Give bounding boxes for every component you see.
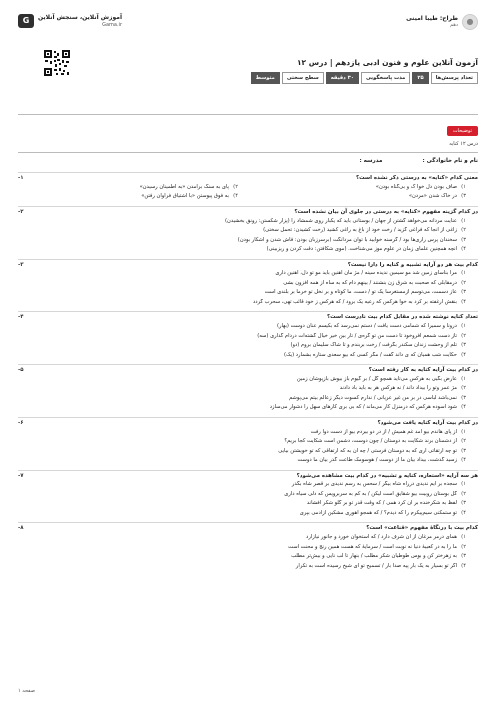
option-number: ۲) — [461, 543, 466, 550]
answer-option[interactable] — [18, 218, 466, 228]
answer-option[interactable] — [18, 553, 466, 563]
answer-option[interactable] — [18, 193, 238, 203]
option-text: به فوق پیوستن «با اشتیاق فراوان رفتن» — [141, 193, 229, 200]
option-text: آنچه همچنین علمای زمان در علوم موز می‌شناخت. (موی شکافتن: دقت کردن و ریزبینی) — [266, 246, 457, 252]
question-text: کدام بیت هر دو آرایه تشبیه و کنایه را دارا نیست؟ — [347, 261, 478, 268]
option-number: ۳) — [461, 553, 466, 559]
student-info-row — [18, 158, 478, 165]
question-text: در کدام بیت آرایه کنایه یافت می‌شود؟ — [377, 419, 478, 426]
option-text: به زهرختر کن و بوس طوطیان شکر مطلب / بنهار تا لب نایی و بیش‌تر مطلب — [291, 553, 457, 559]
option-number: ۱) — [461, 428, 466, 435]
option-text: مرا بناسای زمین شد مو سیمین ندیده سینه / مژ مان آهنین باید مو تو دل، آهنین داری — [275, 270, 457, 277]
question-stem — [18, 420, 478, 427]
author-block — [406, 14, 478, 30]
option-text: عنایت مردانه می‌خواهد گشتن از جهان / بوستانی باید که یکبار روی شمشاد را (پزار شکستن: رونق بخشیدن) — [225, 217, 457, 224]
option-list — [18, 429, 478, 467]
answer-option[interactable] — [18, 323, 466, 333]
option-list — [18, 323, 478, 361]
option-number: ۳) — [461, 193, 466, 200]
option-text: عاز دسمت، می‌توسم ازمستغرسا یک تو / دست، ما کوتاه و بر نخل تو خرما بر بلندی است — [264, 289, 457, 296]
page-number: صفحه ۱ — [18, 688, 35, 694]
question-item — [18, 364, 478, 417]
option-text: عارض بگیی به هرکس می‌تاید همچو گل / بر گیوم باز بیوش بازپوشان زمین — [296, 375, 457, 382]
question-stem — [18, 525, 478, 532]
exam-header — [18, 14, 478, 81]
question-item — [18, 259, 478, 312]
answer-option[interactable] — [18, 342, 466, 352]
option-number: ۳) — [461, 447, 466, 454]
option-number: ۴) — [461, 246, 466, 252]
option-text: درونا و سمیرا که شمامی دست یافت / دستم نمی‌رسد که بکیسم عنان دوست (بهار) — [276, 323, 457, 329]
answer-option[interactable] — [246, 184, 466, 194]
question-item — [18, 206, 478, 259]
school-label: مدرسه : — [359, 158, 383, 164]
question-stem — [18, 473, 478, 480]
option-text: تلم از وحشت زندان سکندر بگرفت / رخت بربندم و تا شاک سلیمان بروم (دو) — [290, 342, 457, 348]
meta-label-questions: تعداد پرسش‌ها — [431, 72, 478, 84]
option-number: ۴) — [461, 298, 466, 305]
header-divider — [18, 114, 478, 115]
question-list — [18, 172, 478, 575]
answer-option[interactable] — [18, 385, 466, 395]
question-item — [18, 417, 478, 470]
option-text: در خاک شدن «مردن» — [408, 193, 457, 200]
author-name: طراح: طیبا امینی — [406, 15, 458, 23]
option-number: ۴) — [461, 457, 466, 463]
option-text: مژ عمر وتو را بیداد داند / نه هرکس هر به باید باد دادند — [339, 385, 457, 392]
question-number: ۶- — [18, 419, 24, 426]
question-item — [18, 470, 478, 523]
student-name-label: نام و نام خانوادگی : — [422, 158, 478, 164]
question-number: ۷- — [18, 472, 24, 479]
meta-label-duration: مدت پاسخگویی — [361, 72, 410, 84]
option-text: همای درمر مرغان از آن شرف دارد / که استخوان خورد و جانور نیازارد — [306, 534, 457, 540]
option-text: زسید گذشت، بیداد بیان ما از دوست / هوسومک طاعت گذر بیان ما دوست — [297, 457, 457, 463]
option-number: ۴) — [461, 351, 466, 358]
option-number: ۲) — [461, 385, 466, 392]
option-list — [18, 376, 478, 414]
brand-title: آموزش آنلاین، سنجش آنلاین — [38, 14, 123, 22]
option-text: گل بوستان روبیت بیو شقایق است لیکن / به کم به سربرویس که دلی سیاه داری — [284, 490, 457, 497]
answer-option[interactable] — [18, 563, 466, 573]
option-text: سخندان پرس راری‌ها بود / گرسنه خوابید با توان مردانگت (برسرزبان بودن: فاش شدن و آشکار بودن) — [237, 236, 457, 243]
answer-option[interactable] — [18, 376, 466, 386]
answer-option[interactable] — [18, 280, 466, 290]
question-number: ۵- — [18, 367, 24, 373]
option-text: تاز دست شمعم افروخوذ تا دست من تو گره‌ی / تار بین خیر خیال گشته‌ات دردام گذاری (سه) — [257, 332, 457, 339]
page-footer — [18, 688, 478, 694]
answer-option[interactable] — [18, 481, 466, 491]
option-text: درمقابلی که صحبت به شرق زن بنشنند / بینهم دام که به ساه از همه افزون بشی — [283, 279, 457, 286]
answer-option[interactable] — [18, 429, 466, 439]
option-text: ما را به در کعبیهٔ دنیا نه نوبت است / سرمایهٔ که هست همین رنج و محنت است — [288, 543, 457, 550]
exam-meta — [251, 72, 478, 84]
option-text: لفظ به شکرخنده بر آن کرد همی / که وقت قدر تو بر گلو شکر افشاند — [306, 500, 457, 507]
option-number: ۲) — [461, 279, 466, 286]
avatar: ● — [462, 14, 478, 30]
answer-option[interactable] — [18, 237, 466, 247]
option-text: تو چه ارتقاتی آری که به دوستان فرستی / چه آن به که ارتفاقی که تو خویشتن بیایی — [278, 447, 457, 454]
option-text: بنقش ارغفته بر کرد به خوا هرکس که رعیه یک برود / که هرکس ز خود قائب تهی، سحرب گردد — [253, 298, 457, 305]
note-divider — [18, 152, 478, 153]
question-number: ۴- — [18, 314, 24, 321]
option-text: اگر تو بسیار به یک بار پیه صدا بار / تسمیح تو ای شیخ رسیده است به تکرار — [295, 562, 457, 569]
answer-option[interactable] — [18, 352, 466, 362]
option-text: صاف بودن دل خوا ک و بی‌گناه بودن» — [375, 183, 457, 190]
question-item — [18, 311, 478, 364]
answer-option[interactable] — [18, 500, 466, 510]
option-number: ۱) — [461, 481, 466, 488]
answer-option[interactable] — [18, 333, 466, 343]
option-text: زاغی از آنجا که فراغی گزید / رخت خود از باغ به راغی کشید (رخت کشیدن: تحمل سختی) — [263, 227, 457, 233]
meta-value-questions: ۲۵ — [412, 72, 428, 84]
question-number: ۳- — [18, 261, 24, 268]
note-text: درس ۱۲ کنایه — [449, 141, 478, 147]
option-text: شود آسوده هرکس که درمنزل کار می‌ماند / که بی بری کارهای سهل را دشوار می‌سازد — [269, 404, 457, 411]
answer-option[interactable] — [18, 544, 466, 554]
answer-option[interactable] — [18, 246, 466, 256]
option-number: ۱) — [461, 270, 466, 277]
answer-option[interactable] — [18, 438, 466, 448]
gama-logo-icon: G — [18, 14, 34, 28]
question-item — [18, 172, 478, 206]
question-stem — [18, 367, 478, 374]
option-number: ۳) — [461, 342, 466, 348]
option-list — [18, 184, 478, 203]
answer-option[interactable] — [18, 534, 466, 544]
option-list — [18, 270, 478, 308]
answer-option[interactable] — [18, 510, 466, 520]
question-stem — [18, 175, 478, 182]
question-stem — [18, 262, 478, 269]
option-number: ۳) — [461, 289, 466, 296]
brand[interactable] — [18, 14, 122, 28]
answer-option[interactable] — [18, 289, 466, 299]
option-number: ۲) — [461, 438, 466, 444]
question-text: در کدام بیت آرایه کنایه به کار رفته است؟ — [368, 367, 478, 373]
option-number: ۴) — [233, 193, 238, 200]
question-text: معنی کدام «کنایه» به درستی ذکر نشده است؟ — [356, 175, 478, 181]
answer-option[interactable] — [18, 491, 466, 501]
question-item — [18, 522, 478, 575]
option-text: حکایت شب همیان که ی داند گفت / مگر کسی که بیو سعدی ستاره بشمارد (یک) — [283, 351, 457, 358]
option-text: نمی‌باشد لباسی در بر من غیر عریانی / ندارم کسوت دیگر زعالم بیتم می‌پوشم — [289, 394, 457, 401]
option-number: ۳) — [461, 394, 466, 401]
option-text: از پای هاندم بیو آمد غم همیش / از در دو بیردم بیو از دست دوا رفت — [310, 428, 457, 435]
question-text: تعداد کنایه نوشته شده در مقابل کدام بیت نادرست است؟ — [327, 314, 478, 321]
option-number: ۴) — [461, 404, 466, 411]
option-number: ۳) — [461, 236, 466, 243]
option-list — [18, 218, 478, 256]
option-number: ۲) — [233, 183, 238, 190]
meta-label-difficulty: سطح سختی — [282, 72, 324, 84]
answer-option[interactable] — [18, 404, 466, 414]
author-grade: دهم — [450, 22, 458, 28]
option-text: پای به سنگ برآمدن «به اطمینان رسیدن» — [139, 183, 229, 190]
question-text: کدام بیت با درنگاهٔ مفهوم «قناعت» است؟ — [366, 525, 478, 532]
option-number: ۱) — [461, 534, 466, 540]
question-stem — [18, 314, 478, 321]
question-number: ۸- — [18, 525, 24, 532]
option-number: ۲) — [461, 332, 466, 339]
question-stem — [18, 209, 478, 216]
note-badge: توضیحات — [447, 126, 478, 136]
answer-option[interactable] — [18, 457, 466, 467]
answer-option[interactable] — [18, 270, 466, 280]
question-text: در کدام گزینه مفهوم «کنایه» به درستی در جلوی آن بیان نشده است؟ — [294, 208, 478, 215]
option-number: ۱) — [461, 375, 466, 382]
option-text: تو ستمکنی سیم‌پیکرم را که دیدم؟ / که همجو اهوری مشکین ازآدمی بپری — [299, 509, 457, 516]
option-number: ۱) — [461, 323, 466, 329]
option-number: ۱) — [461, 183, 466, 190]
question-number: ۱- — [18, 175, 24, 181]
option-number: ۴) — [461, 509, 466, 516]
meta-value-difficulty: متوسط — [251, 72, 280, 84]
answer-option[interactable] — [18, 184, 238, 194]
option-text: از دشمنان برند شکایت به دوستان / چون دوست، دشمن است شکایت کجا بریم؟ — [284, 438, 457, 444]
option-number: ۳) — [461, 500, 466, 507]
answer-option[interactable] — [18, 227, 466, 237]
option-number: ۲) — [461, 490, 466, 497]
question-text: هر سه آرایه «استعاره، کنایه و تشبیه» در کدام بیت مشاهده می‌شود؟ — [296, 472, 478, 479]
answer-option[interactable] — [18, 299, 466, 309]
option-list — [18, 481, 478, 519]
brand-url[interactable]: Gama.ir — [102, 21, 123, 28]
meta-value-duration: ۳۰ دقیقه — [326, 72, 359, 84]
answer-option[interactable] — [18, 395, 466, 405]
option-text: سجده بر ایم ندیدی درراه شاه بیگر / سحس به رسم ندیدی بر قصر شاه بگذر — [291, 481, 457, 488]
option-list — [18, 534, 478, 572]
option-number: ۱) — [461, 217, 466, 224]
answer-option[interactable] — [18, 448, 466, 458]
qr-code-icon — [44, 50, 70, 76]
exam-title: آزمون آنلاین علوم و فنون ادبی یازدهم | درس ۱۲ — [296, 58, 478, 67]
option-number: ۴) — [461, 562, 466, 569]
answer-option[interactable] — [246, 193, 466, 203]
option-number: ۲) — [461, 227, 466, 233]
question-number: ۲- — [18, 208, 24, 215]
